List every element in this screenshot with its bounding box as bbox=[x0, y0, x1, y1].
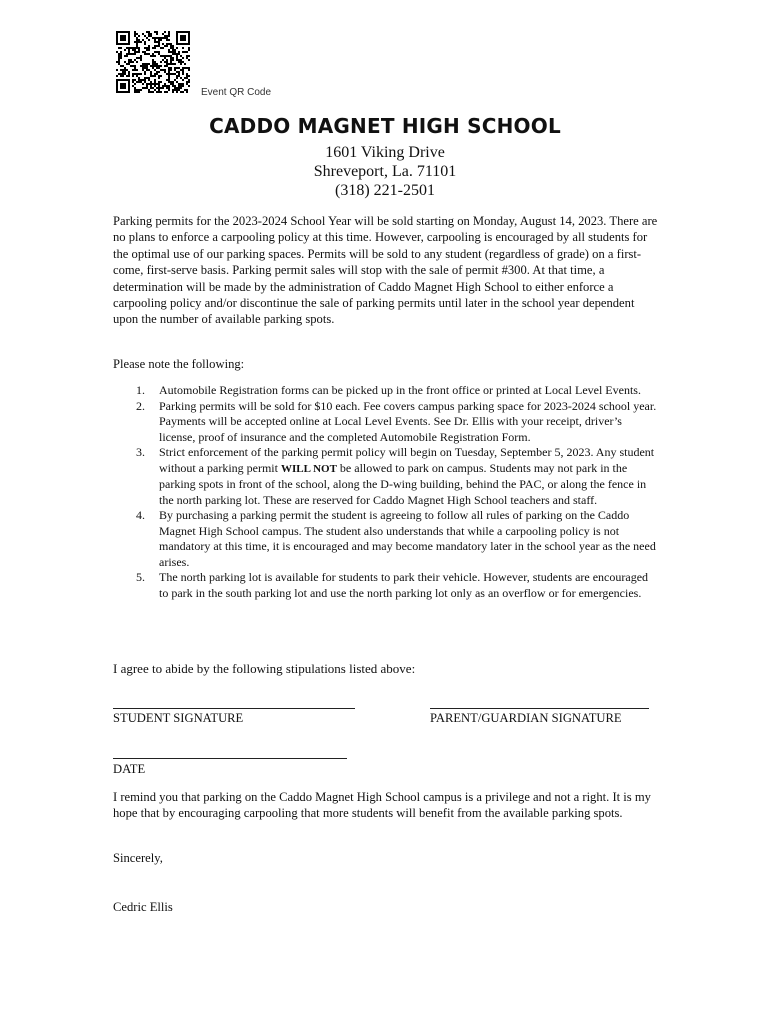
term-text: Automobile Registration forms can be picked up in the front office or printed at Local Level Events. bbox=[159, 383, 641, 397]
term-number: 3. bbox=[136, 445, 145, 459]
term-item bbox=[113, 399, 658, 446]
student-signature-label: STUDENT SIGNATURE bbox=[113, 711, 244, 725]
phone-number: (318) 221-2501 bbox=[335, 182, 435, 199]
closing: Sincerely, bbox=[113, 851, 163, 865]
terms-list bbox=[113, 383, 658, 601]
event-qr-code bbox=[116, 31, 190, 93]
term-item bbox=[113, 445, 658, 508]
term-text: The north parking lot is available for students to park their vehicle. However, students are encouraged to park in the south parking lot and use the north parking lot only as an overflow or for emergencies. bbox=[159, 570, 649, 600]
agreement-statement: I agree to abide by the following stipulations listed above: bbox=[113, 661, 416, 676]
term-item bbox=[113, 508, 658, 570]
date-label: DATE bbox=[113, 762, 146, 776]
term-number: 4. bbox=[136, 508, 145, 522]
term-number: 2. bbox=[136, 398, 145, 413]
term-item bbox=[113, 383, 658, 399]
student-signature-line[interactable] bbox=[113, 708, 355, 709]
note-line: Please note the following: bbox=[113, 357, 245, 371]
term-item bbox=[113, 570, 658, 601]
term-text: By purchasing a parking permit the student is agreeing to follow all rules of parking on the Caddo Magnet High School campus. The student also understands that while a carpooling policy is not mandatory at this time, it is encouraged and may become mandatory later in the school year as the need arises. bbox=[159, 508, 656, 569]
school-title: CADDO MAGNET HIGH SCHOOL bbox=[209, 114, 561, 138]
term-number: 1. bbox=[136, 383, 145, 397]
intro-paragraph: Parking permits for the 2023-2024 School Year will be sold starting on Monday, August 14, 2023. There are no plans to enforce a carpooling policy at this time. However, carpooling is encouraged by all students for the optimal use of our parking spaces. Permits will be sold to any student (regardless of grade) on a first-come, first-serve basis. Parking permit sales will stop with the sale of permit #300. At that time, a determination will be made by the administration of Caddo Magnet High School to either enforce a carpooling policy and/or discontinue the sale of parking permits until later in the school year dependent upon the number of available parking spots. bbox=[113, 214, 658, 327]
address-city: Shreveport, La. 71101 bbox=[313, 163, 457, 180]
qr-caption: Event QR Code bbox=[201, 87, 272, 98]
term-text-before: Strict enforcement of the parking permit policy will begin on Tuesday, September 5, 2023. Any student without a parking permit bbox=[159, 445, 655, 475]
parent-signature-line[interactable] bbox=[430, 708, 649, 709]
parent-signature-label: PARENT/GUARDIAN SIGNATURE bbox=[430, 711, 622, 725]
reminder-paragraph: I remind you that parking on the Caddo Magnet High School campus is a privilege and not a right. It is my hope that by encouraging carpooling that more students will benefit from the available parking spots. bbox=[113, 790, 651, 821]
term-text-after: be allowed to park on campus. Students may not park in the parking spots in front of the school, along the D-wing building, behind the PAC, or along the fence in the north parking lot. These are reserved for Caddo Magnet High School teachers and staff. bbox=[159, 460, 647, 507]
term-number: 5. bbox=[136, 570, 145, 584]
address-street: 1601 Viking Drive bbox=[325, 144, 445, 161]
signer-name: Cedric Ellis bbox=[113, 900, 173, 914]
term-emphasis: WILL NOT bbox=[280, 462, 337, 475]
term-text: Parking permits will be sold for $10 each. Fee covers campus parking space for 2023-2024 school year. Payments will be accepted online at Local Level Events. See Dr. Ellis with your receipt, driver’s license, proof of insurance and the completed Automobile Registration Form. bbox=[159, 398, 657, 444]
date-line[interactable] bbox=[113, 758, 347, 759]
